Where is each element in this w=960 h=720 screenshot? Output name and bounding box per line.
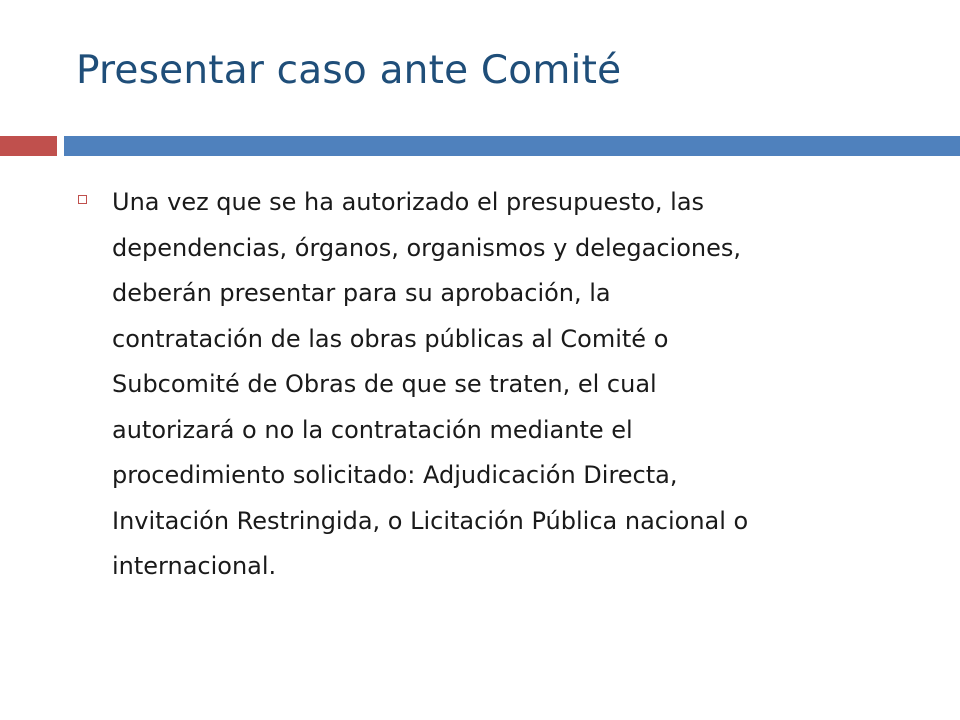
bullet-line: Subcomité de Obras de que se traten, el cual bbox=[112, 370, 657, 398]
title-accent-bar-blue bbox=[64, 136, 960, 156]
bullet-item bbox=[78, 180, 918, 590]
bullet-line: procedimiento solicitado: Adjudicación Directa, bbox=[112, 461, 678, 489]
bullet-line: autorizará o no la contratación mediante el bbox=[112, 415, 633, 444]
bullet-line: contratación de las obras públicas al Comité o bbox=[112, 324, 669, 353]
title-accent-bar-red bbox=[0, 136, 57, 156]
slide-body bbox=[78, 180, 918, 590]
square-bullet-icon bbox=[78, 195, 87, 204]
bullet-line: dependencias, órganos, organismos y delegaciones, bbox=[112, 233, 741, 262]
bullet-line: internacional. bbox=[112, 552, 277, 580]
bullet-text bbox=[112, 180, 918, 590]
bullet-line: deberán presentar para su aprobación, la bbox=[112, 279, 611, 307]
bullet-line: Una vez que se ha autorizado el presupuesto, las bbox=[112, 188, 705, 216]
bullet-line: Invitación Restringida, o Licitación Pública nacional o bbox=[112, 506, 749, 535]
slide-title: Presentar caso ante Comité bbox=[76, 48, 622, 93]
